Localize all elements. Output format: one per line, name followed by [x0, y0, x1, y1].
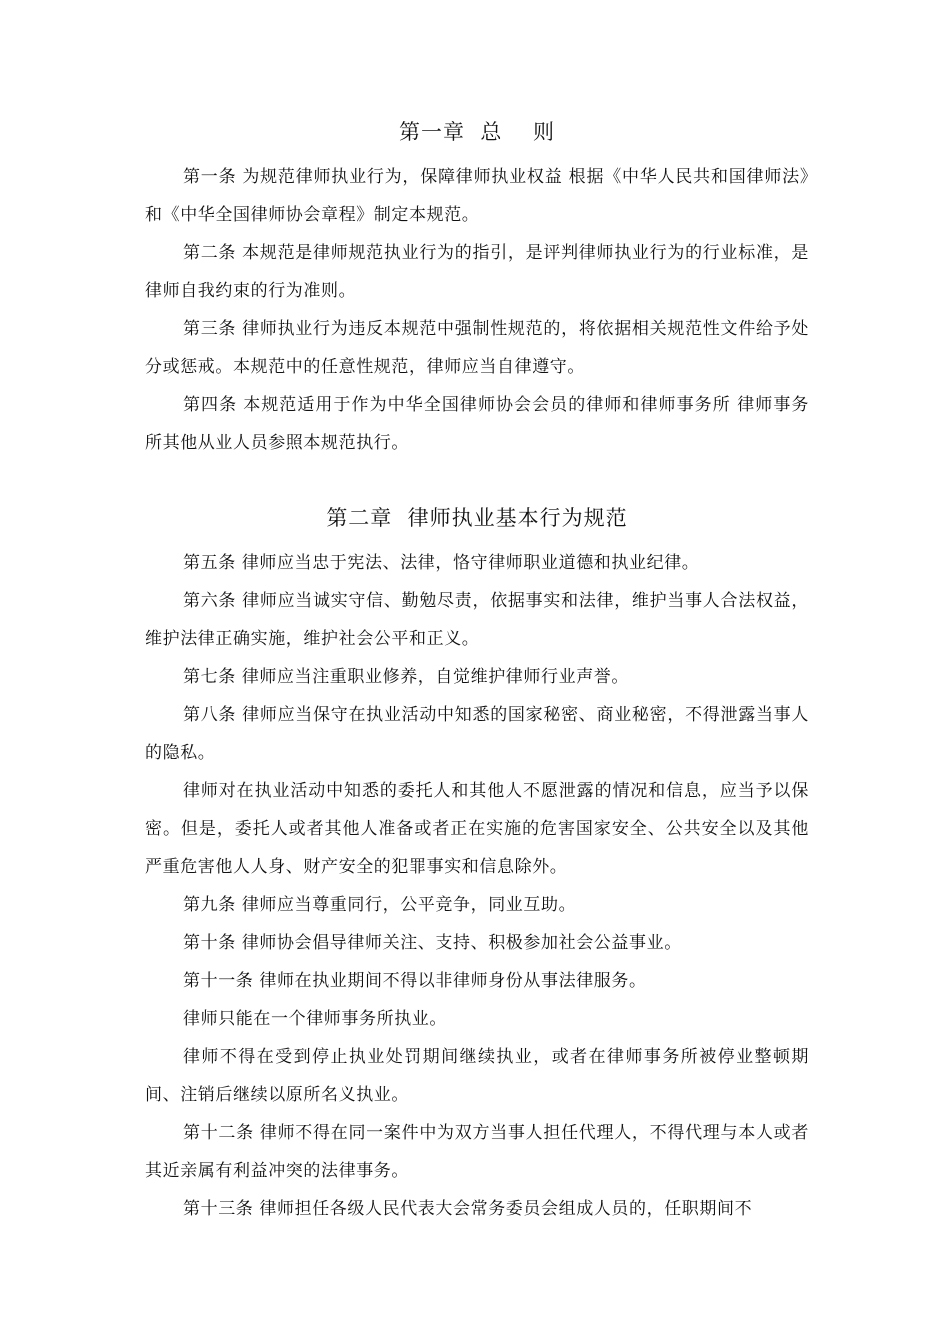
- article-11-clause-3: [145, 1038, 809, 1114]
- article-label: 第六条: [183, 591, 237, 611]
- article-text: 本规范适用于作为中华全国律师协会会员的律师和律师事务所 律师事务所其他从业人员参照本规范执行。: [145, 395, 809, 453]
- chapter-2-title: 第二章 律师执业基本行为规范: [326, 506, 628, 530]
- chapter-1-title: 第一章 总 则: [398, 120, 556, 144]
- article-text: 本规范是律师规范执业行为的指引，是评判律师执业行为的行业标准，是律师自我约束的行为准则。: [145, 243, 809, 301]
- article-text: 律师应当尊重同行，公平竞争，同业互助。: [241, 895, 577, 915]
- article-label: 第三条: [183, 319, 237, 339]
- document-page: [145, 112, 809, 1228]
- article-text: 律师协会倡导律师关注、支持、积极参加社会公益事业。: [241, 933, 682, 953]
- article-6: [145, 582, 809, 658]
- article-text: 律师执业行为违反本规范中强制性规范的，将依据相关规范性文件给予处分或惩戒。本规范中的任意性规范，律师应当自律遵守。: [145, 319, 809, 377]
- article-label: 第十一条: [183, 971, 254, 991]
- article-label: 第八条: [183, 705, 237, 725]
- article-text: 律师应当诚实守信、勤勉尽责，依据事实和法律，维护当事人合法权益，维护法律正确实施，维护社会公平和正义。: [145, 591, 809, 649]
- article-8-clause-2: [145, 772, 809, 886]
- article-label: 第十二条: [183, 1123, 254, 1143]
- article-label: 第四条: [183, 395, 238, 415]
- article-text: 律师应当忠于宪法、法律，恪守律师职业道德和执业纪律。: [241, 553, 700, 573]
- article-text: 律师在执业期间不得以非律师身份从事法律服务。: [259, 971, 647, 991]
- article-label: 第十三条: [183, 1199, 254, 1219]
- article-label: 第七条: [183, 667, 236, 687]
- article-text: 为规范律师执业行为，保障律师执业权益 根据《中华人民共和国律师法》和《中华全国律师协会章程》制定本规范。: [145, 167, 809, 225]
- article-text: 律师对在执业活动中知悉的委托人和其他人不愿泄露的情况和信息，应当予以保密。但是，委托人或者其他人准备或者正在实施的危害国家安全、公共安全以及其他严重危害他人人身、财产安全的犯罪事实和信息除外。: [145, 781, 809, 877]
- article-text: 律师不得在同一案件中为双方当事人担任代理人，不得代理与本人或者其近亲属有利益冲突的法律事务。: [145, 1123, 809, 1181]
- article-7: [145, 658, 809, 696]
- article-label: 第二条: [183, 243, 237, 263]
- article-label: 第九条: [183, 895, 236, 915]
- article-4: [145, 386, 809, 462]
- article-12: [145, 1114, 809, 1190]
- article-label: 第一条: [183, 167, 237, 187]
- article-5: [145, 544, 809, 582]
- article-label: 第五条: [183, 553, 236, 573]
- article-13: [145, 1190, 809, 1228]
- article-text: 律师应当注重职业修养，自觉维护律师行业声誉。: [241, 667, 630, 687]
- article-2: [145, 234, 809, 310]
- article-text: 律师应当保守在执业活动中知悉的国家秘密、商业秘密，不得泄露当事人的隐私。: [145, 705, 809, 763]
- article-text: 律师不得在受到停止执业处罚期间继续执业，或者在律师事务所被停业整顿期间、注销后继续以原所名义执业。: [145, 1047, 809, 1105]
- article-11-clause-2: [145, 1000, 809, 1038]
- article-9: [145, 886, 809, 924]
- article-text: 律师只能在一个律师事务所执业。: [183, 1009, 447, 1029]
- article-text: 律师担任各级人民代表大会常务委员会组成人员的，任职期间不: [259, 1199, 753, 1219]
- article-11: [145, 962, 809, 1000]
- article-8: [145, 696, 809, 772]
- article-label: 第十条: [183, 933, 236, 953]
- article-1: [145, 158, 809, 234]
- article-10: [145, 924, 809, 962]
- article-3: [145, 310, 809, 386]
